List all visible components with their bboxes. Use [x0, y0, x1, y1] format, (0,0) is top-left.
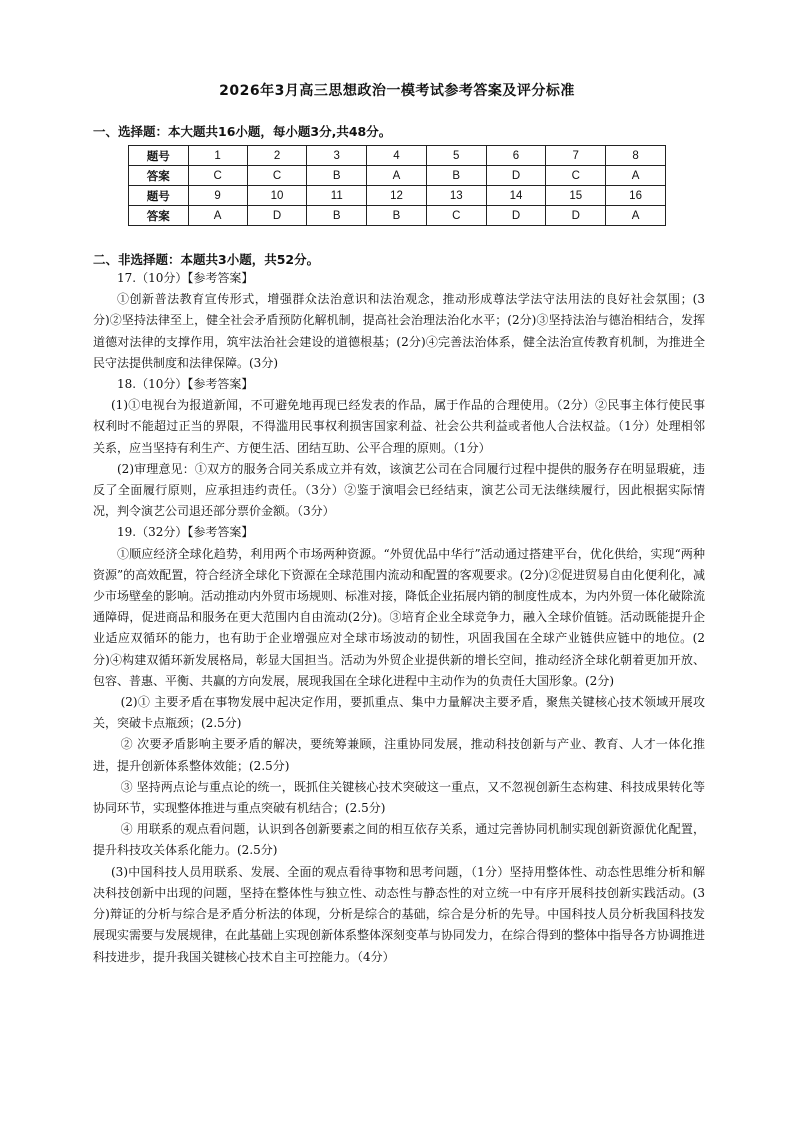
table-cell: D — [247, 206, 307, 226]
row-label-number: 题号 — [129, 146, 189, 166]
section1-heading: 一、选择题：本大题共16小题，每小题3分,共48分。 — [93, 124, 392, 139]
table-cell: D — [486, 206, 546, 226]
row-label-answer: 答案 — [129, 166, 189, 186]
q19-answer-2-1: (2)① 主要矛盾在事物发展中起决定作用，要抓重点、集中力量解决主要矛盾，聚焦关键核心技术领域开展攻关，突破卡点瓶颈；(2.5分) — [93, 695, 705, 731]
table-cell: 11 — [307, 186, 367, 206]
table-cell: C — [546, 166, 606, 186]
table-cell: B — [307, 166, 367, 186]
table-cell: 16 — [606, 186, 666, 206]
page-title: 2026年3月高三思想政治一模考试参考答案及评分标准 — [219, 83, 575, 99]
q18-heading: 18.（10分）【参考答案】 — [117, 377, 254, 392]
table-cell: B — [367, 206, 427, 226]
table-cell: 4 — [367, 146, 427, 166]
table-cell: A — [367, 166, 427, 186]
q19-answer-2-2: ② 次要矛盾影响主要矛盾的解决，要统筹兼顾，注重协同发展，推动科技创新与产业、教育、人才一体化推进，提升创新体系整体效能；(2.5分) — [93, 737, 705, 773]
table-cell: A — [188, 206, 247, 226]
table-row — [129, 206, 666, 226]
table-cell: 9 — [188, 186, 247, 206]
table-cell: 12 — [367, 186, 427, 206]
table-cell: C — [188, 166, 247, 186]
table-cell: 10 — [247, 186, 307, 206]
table-cell: D — [546, 206, 606, 226]
q19-answer-1: ①顺应经济全球化趋势，利用两个市场两种资源。“外贸优品中华行”活动通过搭建平台，优化供给，实现“两种资源”的高效配置，符合经济全球化下资源在全球范围内流动和配置的客观要求。(2分)②促进贸易自由化便利化，减少市场壁垒的影响。活动推动内外贸市场规则、标准对接，降低企业拓展内销的制度性成本，为内外贸一体化破除流通障碍，促进商品和服务在更大范围内自由流动(2分)。③培育企业全球竞争力，融入全球价值链。活动既能提升企业适应双循环的能力，也有助于企业增强应对全球市场波动的韧性，巩固我国在全球产业链供应链中的地位。(2分)④构建双循环新发展格局，彰显大国担当。活动为外贸企业提供新的增长空间，推动经济全球化朝着更加开放、包容、普惠、平衡、共赢的方向发展，展现我国在全球化进程中主动作为的负责任大国形象。(2分) — [93, 546, 706, 688]
table-row — [129, 186, 666, 206]
section2-heading: 二、非选择题：本题共3小题，共52分。 — [93, 252, 320, 267]
section2-body — [93, 268, 705, 968]
table-cell: 7 — [546, 146, 606, 166]
q18-answer-2: (2)审理意见：①双方的服务合同关系成立并有效，该演艺公司在合同履行过程中提供的服务存在明显瑕疵，违反了全面履行原则，应承担违约责任。（3分）②鉴于演唱会已经结束，演艺公司无法继续履行，因此根据实际情况，判令演艺公司退还部分票价金额。（3分） — [93, 461, 705, 519]
table-row — [129, 166, 666, 186]
table-cell: C — [247, 166, 307, 186]
table-cell: 3 — [307, 146, 367, 166]
q17-heading: 17.（10分）【参考答案】 — [117, 271, 254, 285]
table-cell: B — [307, 206, 367, 226]
table-cell: A — [606, 166, 666, 186]
row-label-number: 题号 — [129, 186, 189, 206]
q19-answer-2-3: ③ 坚持两点论与重点论的统一，既抓住关键核心技术突破这一重点，又不忽视创新生态构建、科技成果转化等协同环节，实现整体推进与重点突破有机结合；(2.5分) — [93, 779, 705, 816]
table-cell: B — [426, 166, 486, 186]
table-cell: 13 — [426, 186, 486, 206]
table-cell: 1 — [188, 146, 247, 166]
q19-answer-3: (3)中国科技人员用联系、发展、全面的观点看待事物和思考问题，（1分）坚持用整体性、动态性思维分析和解决科技创新中出现的问题，坚持在整体性与独立性、动态性与静态性的对立统一中有序开展科技创新实践活动。(3分)辩证的分析与综合是矛盾分析法的体现，分析是综合的基础，综合是分析的先导。中国科技人员分析我国科技发展现实需要与发展规律，在此基础上实现创新体系整体深刻变革与协同发力，在综合得到的整体中指导各方协调推进科技进步，提升我国关键核心技术自主可控能力。（4分） — [93, 864, 706, 964]
table-cell: 8 — [606, 146, 666, 166]
table-cell: A — [606, 206, 666, 226]
answer-table — [128, 145, 666, 226]
q19-answer-2-4: ④ 用联系的观点看问题，认识到各创新要素之间的相互依存关系，通过完善协同机制实现创新资源优化配置，提升科技攻关体系化能力。(2.5分) — [93, 822, 705, 858]
row-label-answer: 答案 — [129, 206, 189, 226]
table-cell: D — [486, 166, 546, 186]
table-cell: 5 — [426, 146, 486, 166]
table-cell: 15 — [546, 186, 606, 206]
table-cell: 14 — [486, 186, 546, 206]
table-cell: 6 — [486, 146, 546, 166]
q19-heading: 19.（32分）【参考答案】 — [117, 525, 254, 540]
q17-answer: ①创新普法教育宣传形式，增强群众法治意识和法治观念，推动形成尊法学法守法用法的良好社会氛围；(3分)②坚持法律至上，健全社会矛盾预防化解机制，提高社会治理法治化水平；(2分)③坚持法治与德治相结合，发挥道德对法律的支撑作用，筑牢法治社会建设的道德根基；(2分)④完善法治体系，健全法治宣传教育机制，为推进全民守法提供制度和法律保障。(3分) — [93, 292, 705, 370]
table-cell: 2 — [247, 146, 307, 166]
table-row — [129, 146, 666, 166]
table-cell: C — [426, 206, 486, 226]
q18-answer-1: (1)①电视台为报道新闻，不可避免地再现已经发表的作品，属于作品的合理使用。（2分）②民事主体行使民事权利时不能超过正当的界限，不得滥用民事权利损害国家利益、社会公共利益或者他人合法权益。（1分）处理相邻关系，应当坚持有利生产、方便生活、团结互助、公平合理的原则。（1分） — [93, 398, 705, 455]
